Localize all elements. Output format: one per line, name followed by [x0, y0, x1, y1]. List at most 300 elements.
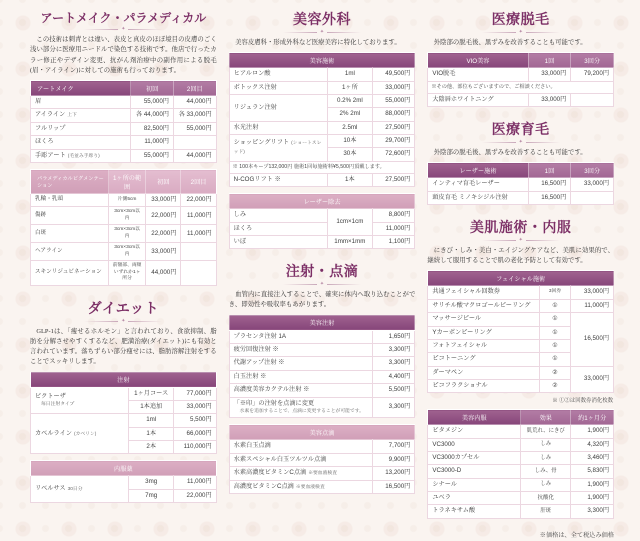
section-intro: 外陰部の脱毛後、黒ずみを改善することも可能です。: [433, 39, 587, 46]
table-cell: 22,000円: [173, 489, 216, 502]
table-row: [229, 173, 415, 186]
ornament-glyph-icon: ✦: [518, 138, 523, 145]
table-cell: 前額部、両頬いずれか1ヶ所分: [109, 261, 146, 285]
column-header: レーザー除去: [229, 194, 415, 209]
diet-injection-table: [30, 372, 217, 455]
table-row: [428, 313, 614, 326]
table-cell: 49,500円: [372, 68, 415, 81]
paramedical-price-table: [30, 169, 217, 286]
page-title: 注射・点滴: [285, 265, 359, 281]
table-cell: 33,000円: [372, 81, 415, 94]
table-row: [229, 161, 415, 173]
table-cell: ①: [539, 339, 571, 352]
ornament-glyph-icon: ✦: [319, 29, 325, 35]
table-cell: ②: [539, 366, 571, 379]
page-title: ダイエット: [87, 301, 160, 317]
table-cell: しみ: [521, 438, 571, 451]
beauty-injection-table: [229, 315, 416, 419]
table-row: [428, 366, 614, 379]
table-cell: 3cm×3cm以内: [109, 243, 146, 261]
table-cell: [181, 243, 216, 261]
column-header: 2回目: [173, 81, 216, 96]
table-cell: ※その他、部位もございますので、ご相談ください。: [428, 81, 614, 93]
table-row: [229, 121, 415, 134]
title-ornament: [30, 27, 217, 32]
table-header-row: [428, 410, 614, 425]
table-cell: 1,100円: [372, 235, 415, 248]
table-cell: 55,000円: [131, 149, 174, 162]
table-cell: 3,300円: [372, 397, 415, 418]
column-right: [427, 8, 615, 539]
table-header-row: [31, 461, 217, 476]
table-cell: 110,000円: [173, 441, 216, 454]
title-ornament: [427, 140, 614, 145]
table-row: [428, 81, 614, 93]
table-cell: 大陰唇ホワイトニング: [428, 93, 528, 106]
table-row: [229, 68, 415, 81]
table-cell: 22,000円: [146, 225, 181, 243]
table-cell: 5,500円: [372, 384, 415, 397]
table-row: [428, 68, 614, 81]
table-cell: アイライン 上下: [31, 109, 131, 122]
table-cell: 27,500円: [372, 121, 415, 134]
table-row: [229, 81, 415, 94]
table-cell: しみ: [521, 478, 571, 491]
table-cell: 1cm×1cm: [328, 209, 373, 236]
table-cell: 2本: [129, 441, 174, 454]
title-ornament: [229, 282, 416, 287]
diet-oral-table: [30, 460, 217, 503]
table-cell: 13,200円: [372, 467, 415, 480]
table-header-row: [229, 425, 415, 440]
table-cell: ほくろ: [31, 136, 131, 149]
ornament-line: [526, 240, 560, 241]
ornament-glyph-icon: ✦: [518, 29, 523, 35]
vio-table: [427, 52, 614, 107]
table-cell: 0.2% 2ml: [328, 94, 373, 107]
table-row: [229, 370, 415, 383]
table-cell: 11,000円: [131, 136, 174, 149]
table-cell: 共通フェイシャル回数券: [428, 286, 539, 299]
table-cell: 1,650円: [372, 330, 415, 343]
table-cell: 44,000円: [146, 261, 181, 285]
column-header: フェイシャル施術: [428, 271, 614, 286]
table-cell: 82,500円: [131, 122, 174, 135]
table-row: [31, 109, 217, 122]
table-cell: 44,000円: [173, 96, 216, 109]
ornament-line: [283, 32, 317, 33]
table-cell: 高濃度ビタミンC点滴 ※要血液検査: [229, 480, 372, 493]
table-cell: インティマ育毛レーザー: [428, 178, 528, 191]
table-cell: 33,000円: [571, 286, 614, 299]
table-cell: しみ: [521, 452, 571, 465]
table-row: [229, 467, 415, 480]
facial-treatment-table: [427, 270, 614, 393]
table-cell: 抗酸化: [521, 492, 571, 505]
ornament-line: [482, 32, 516, 33]
ornament-glyph-icon: ✦: [121, 317, 126, 324]
column-middle: [228, 8, 416, 490]
table-row: [428, 478, 614, 491]
table-row: [428, 425, 614, 438]
table-cell: 肌荒れ、にきび: [521, 425, 571, 438]
ornament-glyph-icon: ✦: [121, 26, 126, 32]
table-cell: 7mg: [129, 489, 174, 502]
table-cell: 4,400円: [372, 370, 415, 383]
table-cell: ユベラ: [428, 492, 521, 505]
table-cell: 1mm×1mm: [328, 235, 373, 248]
ornament-line: [283, 284, 317, 285]
column-header: 2回目: [181, 170, 216, 194]
table-row: [31, 243, 217, 261]
table-cell: 2% 2ml: [328, 108, 373, 121]
page-title: 医療育毛: [491, 122, 550, 138]
table-cell: カベルライン (カベリン): [31, 414, 129, 454]
table-cell: 白斑: [31, 225, 109, 243]
table-cell: ほくろ: [229, 222, 327, 235]
table-cell: 88,000円: [372, 108, 415, 121]
table-cell: サリチル酸マクロゴールピーリング: [428, 299, 539, 312]
table-cell: 3cm×3cm以内: [109, 207, 146, 225]
column-header: 注射: [31, 372, 217, 387]
table-cell: 1本: [129, 427, 174, 440]
table-header-row: [31, 372, 217, 387]
table-cell: 1ml: [328, 68, 373, 81]
table-cell: 3,300円: [571, 505, 614, 518]
page-title: 医療脱毛: [491, 13, 550, 28]
table-header-row: [428, 271, 614, 286]
table-row: [31, 149, 217, 162]
table-cell: しみ、骨: [521, 465, 571, 478]
table-header-row: [31, 81, 217, 96]
table-cell: 手彫アート (毛並み手彫り): [31, 149, 131, 162]
table-row: [31, 194, 217, 207]
table-cell: フルリップ: [31, 122, 131, 135]
column-header: 1回: [528, 163, 571, 178]
table-cell: N-COGリフト ※: [229, 173, 327, 186]
table-row: [229, 222, 415, 235]
page-title: 美容外科: [293, 13, 351, 28]
table-cell: リベルサス 30日分: [31, 476, 129, 503]
title-ornament: [229, 30, 416, 35]
ornament-line: [128, 321, 162, 322]
table-row: [428, 452, 614, 465]
table-cell: 11,000円: [173, 476, 216, 489]
table-row: [229, 135, 415, 148]
table-cell: ※ 100本キープ132,000円 施術1回毎施術料¥5,500円頂戴します。: [229, 161, 415, 173]
table-header-row: [229, 53, 415, 68]
table-row: [229, 235, 415, 248]
table-cell: 5,830円: [571, 465, 614, 478]
table-row: [428, 505, 614, 518]
table-cell: 44,000円: [173, 149, 216, 162]
table-row: [229, 397, 415, 418]
table-cell: しみ: [229, 209, 327, 222]
table-cell: ボトックス注射: [229, 81, 327, 94]
hair-growth-laser-table: [427, 162, 614, 205]
column-header: 3回分: [571, 163, 614, 178]
table-cell: 「※印」の注射を点滴に変更 水素を追加することで、点滴に変更することが可能です。: [229, 397, 372, 418]
table-cell: 29,700円: [372, 135, 415, 148]
table-row: [31, 96, 217, 109]
table-cell: [173, 136, 216, 149]
table-cell: VC3000: [428, 438, 521, 451]
table-cell: 1,900円: [571, 425, 614, 438]
column-left: [30, 8, 217, 499]
table-row: [31, 387, 217, 400]
table-cell: ヘアライン: [31, 243, 109, 261]
title-ornament: [427, 238, 614, 243]
table-row: [31, 122, 217, 135]
table-row: [31, 476, 217, 489]
column-header: レーザー施術: [428, 163, 528, 178]
column-header: 初回: [131, 81, 174, 96]
table-cell: 1,900円: [571, 492, 614, 505]
table-cell: 乳輪・乳頭: [31, 194, 109, 207]
table-cell: シナール: [428, 478, 521, 491]
table-cell: 傷跡: [31, 207, 109, 225]
table-cell: 水素スペシャル白玉ツルツル点滴: [229, 453, 372, 466]
page-title: 美肌施術・内服: [469, 220, 572, 236]
table-cell: 33,000円: [528, 93, 571, 106]
table-cell: ピコトーニング: [428, 353, 539, 366]
sec-hair-removal: [427, 8, 614, 113]
table-cell: 77,000円: [173, 387, 216, 400]
table-cell: VC3000カプセル: [428, 452, 521, 465]
table-cell: 水素白玉点滴: [229, 440, 372, 453]
ornament-line: [327, 284, 361, 285]
table-cell: ビクトーザ 毎日注射タイプ: [31, 387, 129, 414]
table-row: [229, 440, 415, 453]
section-intro: 外陰部の脱毛後、黒ずみを改善することも可能です。: [433, 148, 587, 156]
table-row: [428, 178, 614, 191]
table-cell: 5,500円: [173, 414, 216, 427]
table-cell: いぼ: [229, 235, 327, 248]
table-cell: 33,000円: [571, 178, 614, 191]
section-intro: 血管内に直接注入することで、確実に体内へ取り込むことができ、即効性や吸収率もあがります。: [228, 291, 416, 309]
sec-injection-drip: [229, 260, 416, 500]
beauty-treatment-table: [229, 52, 416, 187]
table-cell: ②: [539, 379, 571, 392]
table-row: [31, 261, 217, 285]
table-cell: 79,200円: [571, 68, 614, 81]
table-header-row: [229, 194, 415, 209]
column-header: 初回: [146, 170, 181, 194]
table-cell: 27,500円: [372, 173, 415, 186]
table-row: [31, 207, 217, 225]
table-row: [229, 453, 415, 466]
table-cell: 1ヶ月コース: [129, 387, 174, 400]
table-cell: 眉: [31, 96, 131, 109]
table-header-row: [428, 53, 614, 68]
sec-beauty-surgery: [229, 8, 416, 255]
column-header: 美容注射: [229, 315, 415, 330]
ornament-line: [482, 240, 516, 241]
column-header: 美容施術: [229, 53, 415, 68]
tax-note: ※価格は、全て税込み価格: [539, 531, 615, 539]
column-header: パラメディカルピグメンテーション: [31, 170, 109, 194]
table-cell: 白玉注射 ※: [229, 370, 372, 383]
laser-removal-table: [229, 193, 416, 249]
table-cell: VIO脱毛: [428, 68, 528, 81]
ornament-glyph-icon: ✦: [319, 281, 325, 288]
table-cell: 3cm×3cm以内: [109, 225, 146, 243]
table-cell: ショッピングリフト (ショートスレッド): [229, 135, 327, 162]
table-cell: 33,000円: [146, 243, 181, 261]
ornament-line: [84, 321, 118, 322]
table-cell: 22,000円: [181, 194, 216, 207]
table-cell: 10本: [328, 135, 373, 148]
table-row: [229, 480, 415, 493]
ornament-line: [482, 142, 516, 143]
table-header-row: [428, 163, 614, 178]
ornament-line: [84, 29, 118, 30]
table-cell: [181, 261, 216, 285]
title-ornament: [427, 30, 614, 35]
table-cell: 各 33,000円: [173, 109, 216, 122]
table-row: [428, 465, 614, 478]
table-cell: [571, 93, 614, 106]
table-row: [229, 357, 415, 370]
table-cell: 疲労回復注射 ※: [229, 344, 372, 357]
table-row: [229, 94, 415, 107]
column-header: 美容点滴: [229, 425, 415, 440]
table-cell: 9,900円: [372, 453, 415, 466]
table-cell: 代謝アップ注射 ※: [229, 357, 372, 370]
table-cell: ①: [539, 299, 571, 312]
table-row: [229, 330, 415, 343]
table-row: [428, 492, 614, 505]
table-cell: ピコフラクショナル: [428, 379, 539, 392]
table-cell: 16,500円: [571, 313, 614, 366]
table-cell: 72,600円: [372, 148, 415, 161]
table-cell: 7,700円: [372, 440, 415, 453]
table-row: [428, 438, 614, 451]
section-intro: GLP-1は、「痩せるホルモン」と言われており、食欲抑制、脂肪を分解させやすくするなど、肥満治療(ダイエット)にも有効と言われています。落ちずらい部分痩せには、脂肪溶解注射をすることでスッキリします。: [30, 327, 217, 366]
table-cell: 8,800円: [372, 209, 415, 222]
section-intro: 美容皮膚科・形成外科など医療美容に特化しております。: [235, 39, 401, 46]
column-header: 1ヶ所の範囲: [109, 170, 146, 194]
sec-artmake: [30, 8, 217, 292]
table-row: [229, 344, 415, 357]
table-cell: 22,000円: [146, 207, 181, 225]
ornament-line: [128, 29, 162, 30]
table-row: [428, 93, 614, 106]
beauty-oral-table: [427, 409, 614, 519]
table-cell: ①: [539, 313, 571, 326]
table-cell: 4,320円: [571, 438, 614, 451]
table-cell: Yカーボンピーリング: [428, 326, 539, 339]
table-header-row: [31, 170, 217, 194]
table-cell: 16,500円: [372, 480, 415, 493]
sec-skin: [427, 216, 614, 525]
table-cell: 1ml: [129, 414, 174, 427]
table-cell: リジュラン注射: [229, 94, 327, 121]
table-cell: 55,000円: [131, 96, 174, 109]
sec-diet: [30, 297, 217, 510]
table-cell: 16,500円: [528, 191, 571, 204]
table-cell: スキンリジュビネーション: [31, 261, 109, 285]
column-header: 3回分: [571, 53, 614, 68]
table-row: [229, 384, 415, 397]
table-row: [31, 414, 217, 427]
table-header-row: [229, 315, 415, 330]
table-cell: 肝斑: [521, 505, 571, 518]
table-cell: 16,500円: [528, 178, 571, 191]
page-title: アートメイク・パラメディカル: [40, 11, 207, 25]
table-cell: 11,000円: [181, 225, 216, 243]
table-cell: 水光注射: [229, 121, 327, 134]
table-cell: ビタメジン: [428, 425, 521, 438]
column-header: 効果: [521, 410, 571, 425]
table-cell: [571, 191, 614, 204]
table-cell: 2.5ml: [328, 121, 373, 134]
ornament-line: [327, 32, 361, 33]
sec-hair-growth: [427, 118, 614, 211]
ornament-line: [526, 32, 560, 33]
title-ornament: [30, 319, 217, 324]
column-header: VIO美容: [428, 53, 528, 68]
column-header: アートメイク: [31, 81, 131, 96]
table-cell: 55,000円: [173, 122, 216, 135]
table-row: [31, 225, 217, 243]
column-header: 美容内服: [428, 410, 521, 425]
ornament-glyph-icon: ✦: [518, 236, 523, 243]
table-cell: 1,900円: [571, 478, 614, 491]
table-cell: 11,000円: [181, 207, 216, 225]
table-cell: 3,460円: [571, 452, 614, 465]
facial-ticket-note: ※ ①②は回数券消化枚数: [552, 398, 614, 405]
table-cell: VC3000-D: [428, 465, 521, 478]
table-cell: 11,000円: [571, 299, 614, 312]
column-header: 内服薬: [31, 461, 217, 476]
table-cell: ①: [539, 353, 571, 366]
section-intro: にきび・しみ・美白・エイジングケアなど、美肌に効果的で、継続して服用することで肌の老化予防として有効です。: [427, 246, 615, 265]
table-row: [428, 191, 614, 204]
column-header: 1回: [528, 53, 571, 68]
table-cell: 33,000円: [173, 400, 216, 413]
table-row: [428, 286, 614, 299]
table-cell: 33,000円: [528, 68, 571, 81]
table-cell: 片側5cm: [109, 194, 146, 207]
table-cell: 1本: [328, 173, 373, 186]
table-cell: 1ヶ所: [328, 81, 373, 94]
table-cell: ①: [539, 326, 571, 339]
table-cell: ヒアルロン酸: [229, 68, 327, 81]
table-cell: 3mg: [129, 476, 174, 489]
table-cell: フォトフェイシャル: [428, 339, 539, 352]
ornament-line: [526, 142, 560, 143]
column-header: 約1ヶ月分: [571, 410, 614, 425]
table-cell: 1本追加: [129, 400, 174, 413]
table-row: [229, 209, 415, 222]
table-cell: ダーマペン: [428, 366, 539, 379]
table-cell: 30本: [328, 148, 373, 161]
table-cell: 水素高濃度ビタミンC点滴 ※要血液検査: [229, 467, 372, 480]
table-cell: 3回券: [539, 286, 571, 299]
section-intro: この技術は刺青とは違い、表皮と真皮のほぼ境目の皮膚のごく浅い部分に医療用ニードルで染色する技術です。他店で行ったカラー修正やデザイン変更、抗がん剤治療中の副作用による脱毛(眉・アイライン)に対しての施術も行っております。: [30, 36, 217, 74]
table-cell: プラセンタ注射 1A: [229, 330, 372, 343]
table-cell: 頭皮育毛 ミノキシジル注射: [428, 191, 528, 204]
table-cell: 各 44,000円: [131, 109, 174, 122]
table-cell: 55,000円: [372, 94, 415, 107]
table-cell: 11,000円: [372, 222, 415, 235]
table-cell: 高濃度美容カクテル注射 ※: [229, 384, 372, 397]
table-cell: 66,000円: [173, 427, 216, 440]
table-row: [31, 136, 217, 149]
beauty-drip-table: [229, 424, 416, 494]
table-row: [428, 299, 614, 312]
